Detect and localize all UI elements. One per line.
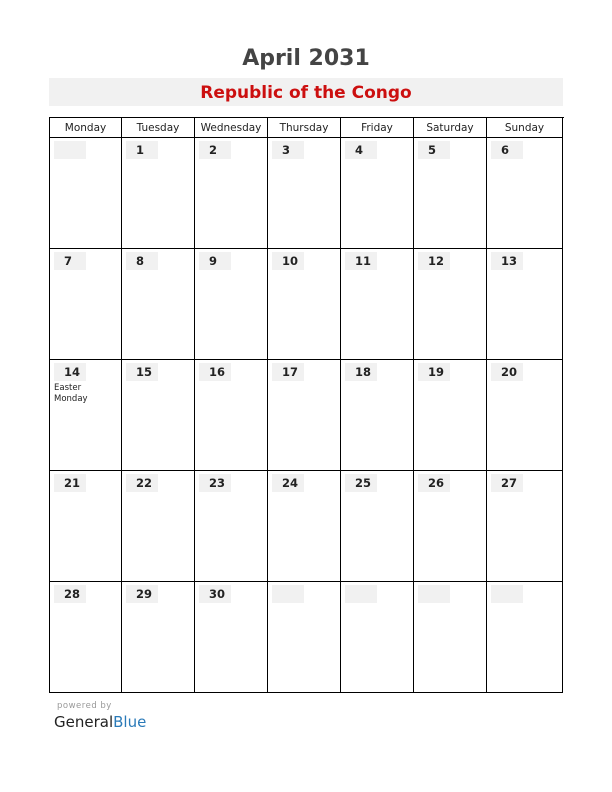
date-number: 20 (491, 363, 523, 381)
date-number: 24 (272, 474, 304, 492)
day-cell[interactable] (414, 471, 487, 582)
day-cell[interactable] (487, 138, 563, 249)
weekday-header-monday: Monday (50, 118, 122, 138)
day-cell[interactable] (268, 582, 341, 693)
calendar-grid (49, 117, 564, 693)
day-cell[interactable] (268, 249, 341, 360)
day-cell[interactable] (122, 582, 195, 693)
country-name: Republic of the Congo (49, 78, 563, 106)
weekday-header-tuesday: Tuesday (122, 118, 195, 138)
day-cell[interactable] (50, 360, 122, 471)
day-cell[interactable] (122, 249, 195, 360)
day-cell[interactable] (195, 249, 268, 360)
day-cell[interactable] (341, 582, 414, 693)
weekday-header-saturday: Saturday (414, 118, 487, 138)
weekday-header-row (50, 118, 564, 138)
brand-general: General (54, 713, 114, 731)
day-cell[interactable] (341, 138, 414, 249)
date-number: 18 (345, 363, 377, 381)
brand-blue: Blue (113, 713, 147, 731)
date-number: 12 (418, 252, 450, 270)
day-cell[interactable] (122, 360, 195, 471)
date-number: 17 (272, 363, 304, 381)
date-number: 5 (418, 141, 450, 159)
day-cell[interactable] (50, 138, 122, 249)
date-number: 28 (54, 585, 86, 603)
day-cell[interactable] (268, 471, 341, 582)
calendar-weeks (50, 138, 564, 693)
weekday-header-thursday: Thursday (268, 118, 341, 138)
weekday-header-sunday: Sunday (487, 118, 563, 138)
date-number: 2 (199, 141, 231, 159)
date-number: 6 (491, 141, 523, 159)
day-cell[interactable] (414, 138, 487, 249)
date-number: 14 (54, 363, 86, 381)
day-cell[interactable] (50, 582, 122, 693)
day-cell[interactable] (414, 249, 487, 360)
date-number: 30 (199, 585, 231, 603)
day-cell[interactable] (487, 471, 563, 582)
date-number: 22 (126, 474, 158, 492)
date-number: 29 (126, 585, 158, 603)
date-number: 21 (54, 474, 86, 492)
day-cell[interactable] (50, 471, 122, 582)
date-number: 11 (345, 252, 377, 270)
weekday-header-friday: Friday (341, 118, 414, 138)
day-cell[interactable] (195, 360, 268, 471)
day-cell[interactable] (50, 249, 122, 360)
date-number: 26 (418, 474, 450, 492)
powered-by-label: powered by (57, 701, 112, 711)
day-cell[interactable] (414, 360, 487, 471)
date-number: 8 (126, 252, 158, 270)
generalblue-logo[interactable] (54, 713, 146, 731)
date-number (272, 585, 304, 603)
day-cell[interactable] (122, 138, 195, 249)
date-number: 10 (272, 252, 304, 270)
weekday-header-wednesday: Wednesday (195, 118, 268, 138)
date-number: 19 (418, 363, 450, 381)
week-row (50, 138, 564, 249)
date-number: 7 (54, 252, 86, 270)
date-number: 13 (491, 252, 523, 270)
week-row (50, 249, 564, 360)
day-cell[interactable] (414, 582, 487, 693)
week-row (50, 360, 564, 471)
date-number: 9 (199, 252, 231, 270)
week-row (50, 582, 564, 693)
day-cell[interactable] (341, 471, 414, 582)
day-cell[interactable] (487, 360, 563, 471)
calendar-title: April 2031 (242, 46, 370, 71)
date-number: 3 (272, 141, 304, 159)
date-number: 1 (126, 141, 158, 159)
date-number: 4 (345, 141, 377, 159)
day-cell[interactable] (487, 582, 563, 693)
day-cell[interactable] (341, 360, 414, 471)
day-cell[interactable] (268, 360, 341, 471)
day-cell[interactable] (487, 249, 563, 360)
date-number: 25 (345, 474, 377, 492)
day-cell[interactable] (195, 471, 268, 582)
date-number (54, 141, 86, 159)
day-cell[interactable] (122, 471, 195, 582)
day-cell[interactable] (341, 249, 414, 360)
week-row (50, 471, 564, 582)
date-number: 16 (199, 363, 231, 381)
date-number (418, 585, 450, 603)
date-number (491, 585, 523, 603)
day-cell[interactable] (195, 138, 268, 249)
day-cell[interactable] (268, 138, 341, 249)
date-number: 27 (491, 474, 523, 492)
date-number (345, 585, 377, 603)
holiday-label: Easter Monday (54, 383, 88, 404)
date-number: 15 (126, 363, 158, 381)
day-cell[interactable] (195, 582, 268, 693)
date-number: 23 (199, 474, 231, 492)
